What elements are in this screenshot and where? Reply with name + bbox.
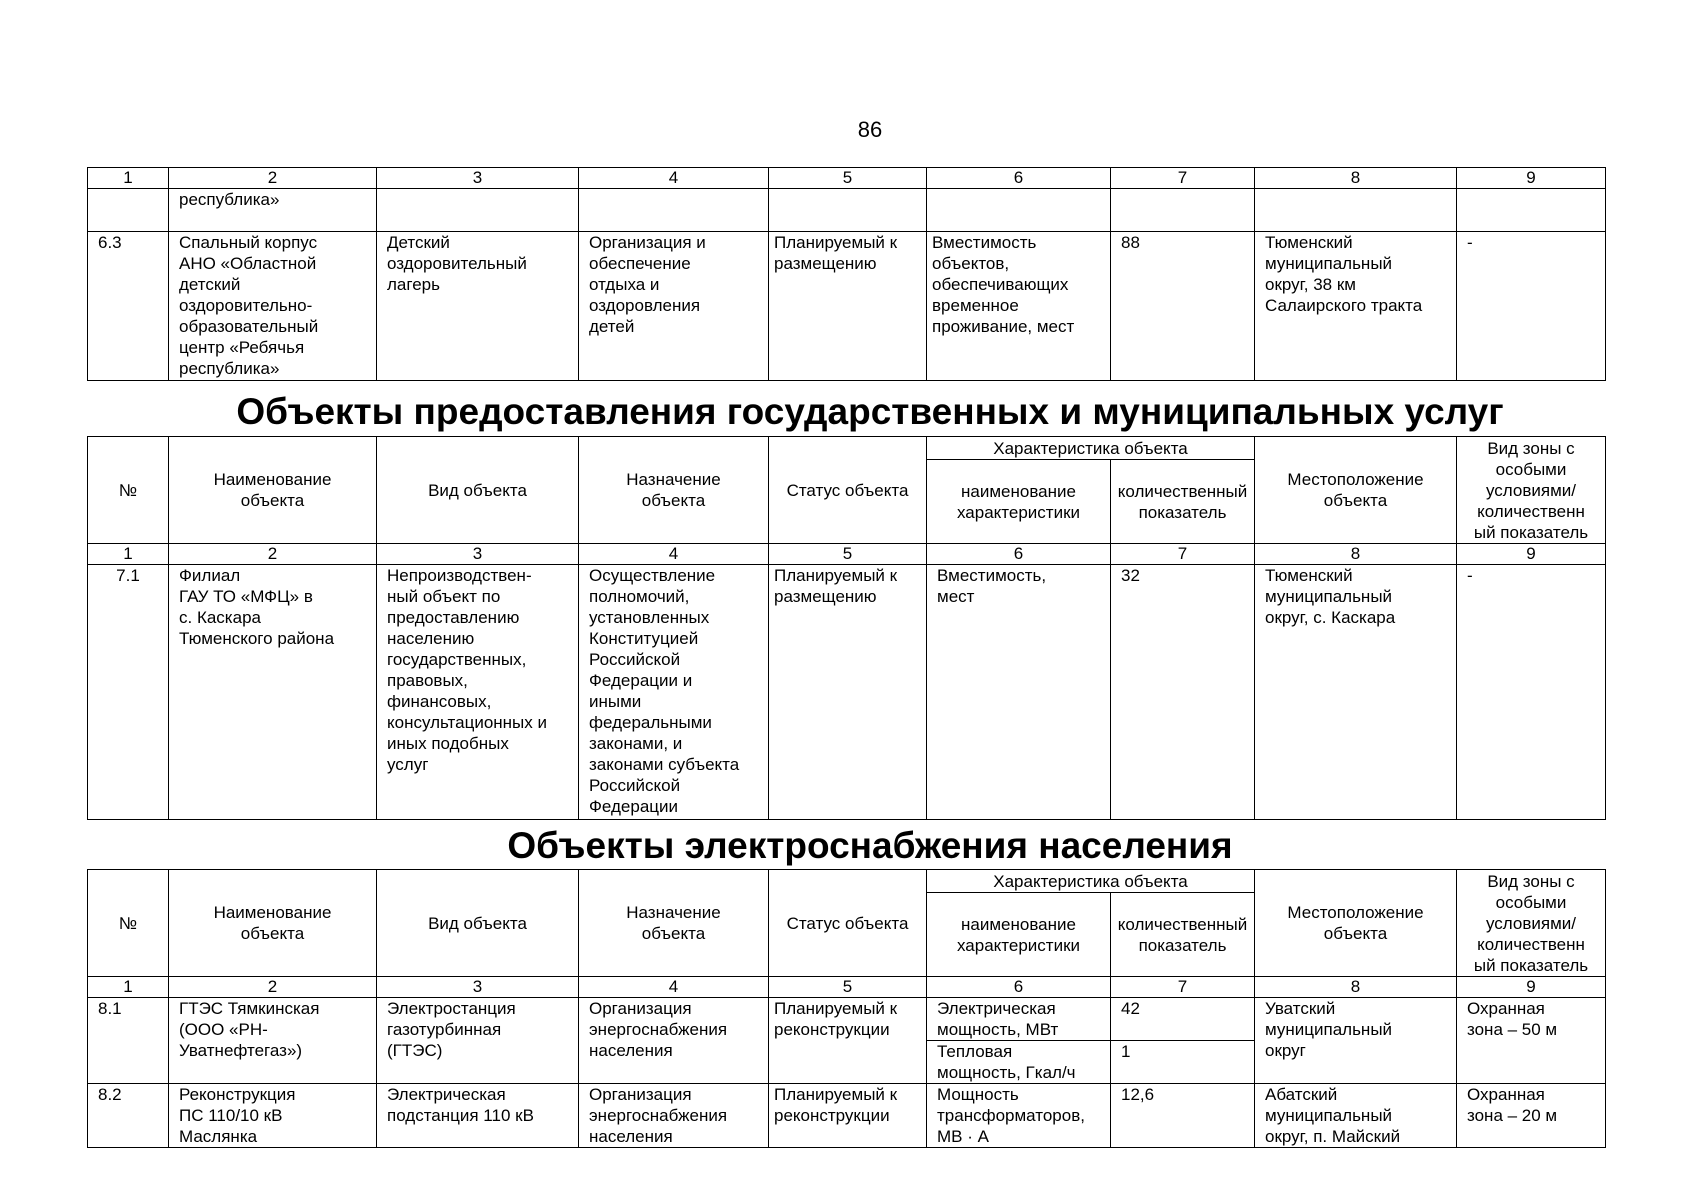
- cell-zone: -: [1457, 232, 1606, 381]
- column-number: 9: [1457, 168, 1606, 189]
- cell-char-name: Тепловая мощность, Гкал/ч: [927, 1041, 1111, 1084]
- column-number: 2: [169, 544, 377, 565]
- cell-char-name: Вместимость объектов, обеспечивающих временное проживание, мест: [927, 232, 1111, 381]
- column-number: 9: [1457, 977, 1606, 998]
- header-name: Наименование объекта: [169, 437, 377, 544]
- header-char-value: количественный показатель: [1111, 893, 1255, 977]
- column-number-row: [88, 977, 1606, 998]
- table-public-services: [87, 436, 1606, 820]
- column-number-row: [88, 544, 1606, 565]
- cell-status: Планируемый к размещению: [769, 565, 927, 820]
- header-zone: Вид зоны с особыми условиями/ количественн ый показатель: [1457, 870, 1606, 977]
- column-number: 3: [377, 544, 579, 565]
- header-purpose: Назначение объекта: [579, 437, 769, 544]
- column-number: 8: [1255, 544, 1457, 565]
- header-num: №: [88, 437, 169, 544]
- column-number: 2: [169, 168, 377, 189]
- cell-location: [1255, 189, 1457, 232]
- cell-char-name: [927, 189, 1111, 232]
- cell-char-name: Электрическая мощность, МВт: [927, 998, 1111, 1041]
- header-char-value: количественный показатель: [1111, 460, 1255, 544]
- cell-num: 8.1: [88, 998, 169, 1084]
- cell-num: [88, 189, 169, 232]
- cell-name: Реконструкция ПС 110/10 кВ Маслянка: [169, 1084, 377, 1148]
- cell-zone: -: [1457, 565, 1606, 820]
- column-number: 6: [927, 544, 1111, 565]
- column-number: 5: [769, 977, 927, 998]
- column-number: 5: [769, 544, 927, 565]
- cell-name: Спальный корпус АНО «Областной детский оздоровительно- образовательный центр «Ребячья республика»: [169, 232, 377, 381]
- column-number: 1: [88, 977, 169, 998]
- header-zone: Вид зоны с особыми условиями/ количественн ый показатель: [1457, 437, 1606, 544]
- cell-char-value: 32: [1111, 565, 1255, 820]
- table-row: [88, 565, 1606, 820]
- table-row: [88, 998, 1606, 1041]
- column-number: 4: [579, 977, 769, 998]
- table-row-continuation: [88, 189, 1606, 232]
- cell-type: Детский оздоровительный лагерь: [377, 232, 579, 381]
- header-characteristic: Характеристика объекта: [927, 437, 1255, 460]
- header-status: Статус объекта: [769, 870, 927, 977]
- cell-num: 7.1: [88, 565, 169, 820]
- header-char-name: наименование характеристики: [927, 460, 1111, 544]
- cell-type: [377, 189, 579, 232]
- column-number: 6: [927, 168, 1111, 189]
- cell-purpose: Организация энергоснабжения населения: [579, 1084, 769, 1148]
- cell-char-value: 1: [1111, 1041, 1255, 1084]
- cell-name: республика»: [169, 189, 377, 232]
- header-location: Местоположение объекта: [1255, 870, 1457, 977]
- column-number: 2: [169, 977, 377, 998]
- header-type: Вид объекта: [377, 870, 579, 977]
- cell-zone: [1457, 189, 1606, 232]
- cell-char-value: 42: [1111, 998, 1255, 1041]
- cell-status: Планируемый к размещению: [769, 232, 927, 381]
- column-number: 3: [377, 168, 579, 189]
- cell-location: Тюменский муниципальный округ, 38 км Салаирского тракта: [1255, 232, 1457, 381]
- header-status: Статус объекта: [769, 437, 927, 544]
- column-number: 8: [1255, 168, 1457, 189]
- column-number: 1: [88, 168, 169, 189]
- column-number: 4: [579, 168, 769, 189]
- header-char-name: наименование характеристики: [927, 893, 1111, 977]
- column-number: 7: [1111, 168, 1255, 189]
- column-number: 5: [769, 168, 927, 189]
- cell-type: Непроизводствен- ный объект по предоставлению населению государственных, правовых, финансовых, консультационных и иных подобных услуг: [377, 565, 579, 820]
- header-num: №: [88, 870, 169, 977]
- table-header-row: [88, 437, 1606, 460]
- cell-status: Планируемый к реконструкции: [769, 998, 927, 1084]
- cell-char-name: Вместимость, мест: [927, 565, 1111, 820]
- cell-name: Филиал ГАУ ТО «МФЦ» в с. Каскара Тюменского района: [169, 565, 377, 820]
- column-number: 3: [377, 977, 579, 998]
- cell-char-value: 12,6: [1111, 1084, 1255, 1148]
- page-number: 86: [857, 117, 883, 142]
- cell-location: Уватский муниципальный округ: [1255, 998, 1457, 1084]
- header-characteristic: Характеристика объекта: [927, 870, 1255, 893]
- column-number-row: [88, 168, 1606, 189]
- cell-status: [769, 189, 927, 232]
- cell-purpose: Осуществление полномочий, установленных Конституцией Российской Федерации и иными федеральными законами, и законами субъекта Российской Федерации: [579, 565, 769, 820]
- cell-num: 8.2: [88, 1084, 169, 1148]
- cell-char-value: [1111, 189, 1255, 232]
- cell-location: Тюменский муниципальный округ, с. Каскара: [1255, 565, 1457, 820]
- column-number: 9: [1457, 544, 1606, 565]
- table-children-camp: [87, 167, 1606, 381]
- column-number: 7: [1111, 544, 1255, 565]
- cell-zone: Охранная зона – 50 м: [1457, 998, 1606, 1084]
- cell-char-value: 88: [1111, 232, 1255, 381]
- header-name: Наименование объекта: [169, 870, 377, 977]
- cell-char-name: Мощность трансформаторов, МВ · А: [927, 1084, 1111, 1148]
- cell-type: Электростанция газотурбинная (ГТЭС): [377, 998, 579, 1084]
- cell-purpose: [579, 189, 769, 232]
- column-number: 8: [1255, 977, 1457, 998]
- cell-status: Планируемый к реконструкции: [769, 1084, 927, 1148]
- cell-purpose: Организация энергоснабжения населения: [579, 998, 769, 1084]
- section-title-public-services: Объекты предоставления государственных и муниципальных услуг: [236, 391, 1504, 432]
- cell-zone: Охранная зона – 20 м: [1457, 1084, 1606, 1148]
- header-location: Местоположение объекта: [1255, 437, 1457, 544]
- cell-type: Электрическая подстанция 110 кВ: [377, 1084, 579, 1148]
- column-number: 1: [88, 544, 169, 565]
- header-type: Вид объекта: [377, 437, 579, 544]
- table-header-row: [88, 870, 1606, 893]
- column-number: 7: [1111, 977, 1255, 998]
- table-row: [88, 1084, 1606, 1148]
- cell-location: Абатский муниципальный округ, п. Майский: [1255, 1084, 1457, 1148]
- cell-purpose: Организация и обеспечение отдыха и оздоровления детей: [579, 232, 769, 381]
- cell-name: ГТЭС Тямкинская (ООО «РН- Уватнефтегаз»): [169, 998, 377, 1084]
- column-number: 6: [927, 977, 1111, 998]
- cell-num: 6.3: [88, 232, 169, 381]
- section-title-power-supply: Объекты электроснабжения населения: [507, 825, 1233, 866]
- header-purpose: Назначение объекта: [579, 870, 769, 977]
- column-number: 4: [579, 544, 769, 565]
- table-row: [88, 232, 1606, 381]
- table-power-supply: [87, 869, 1606, 1148]
